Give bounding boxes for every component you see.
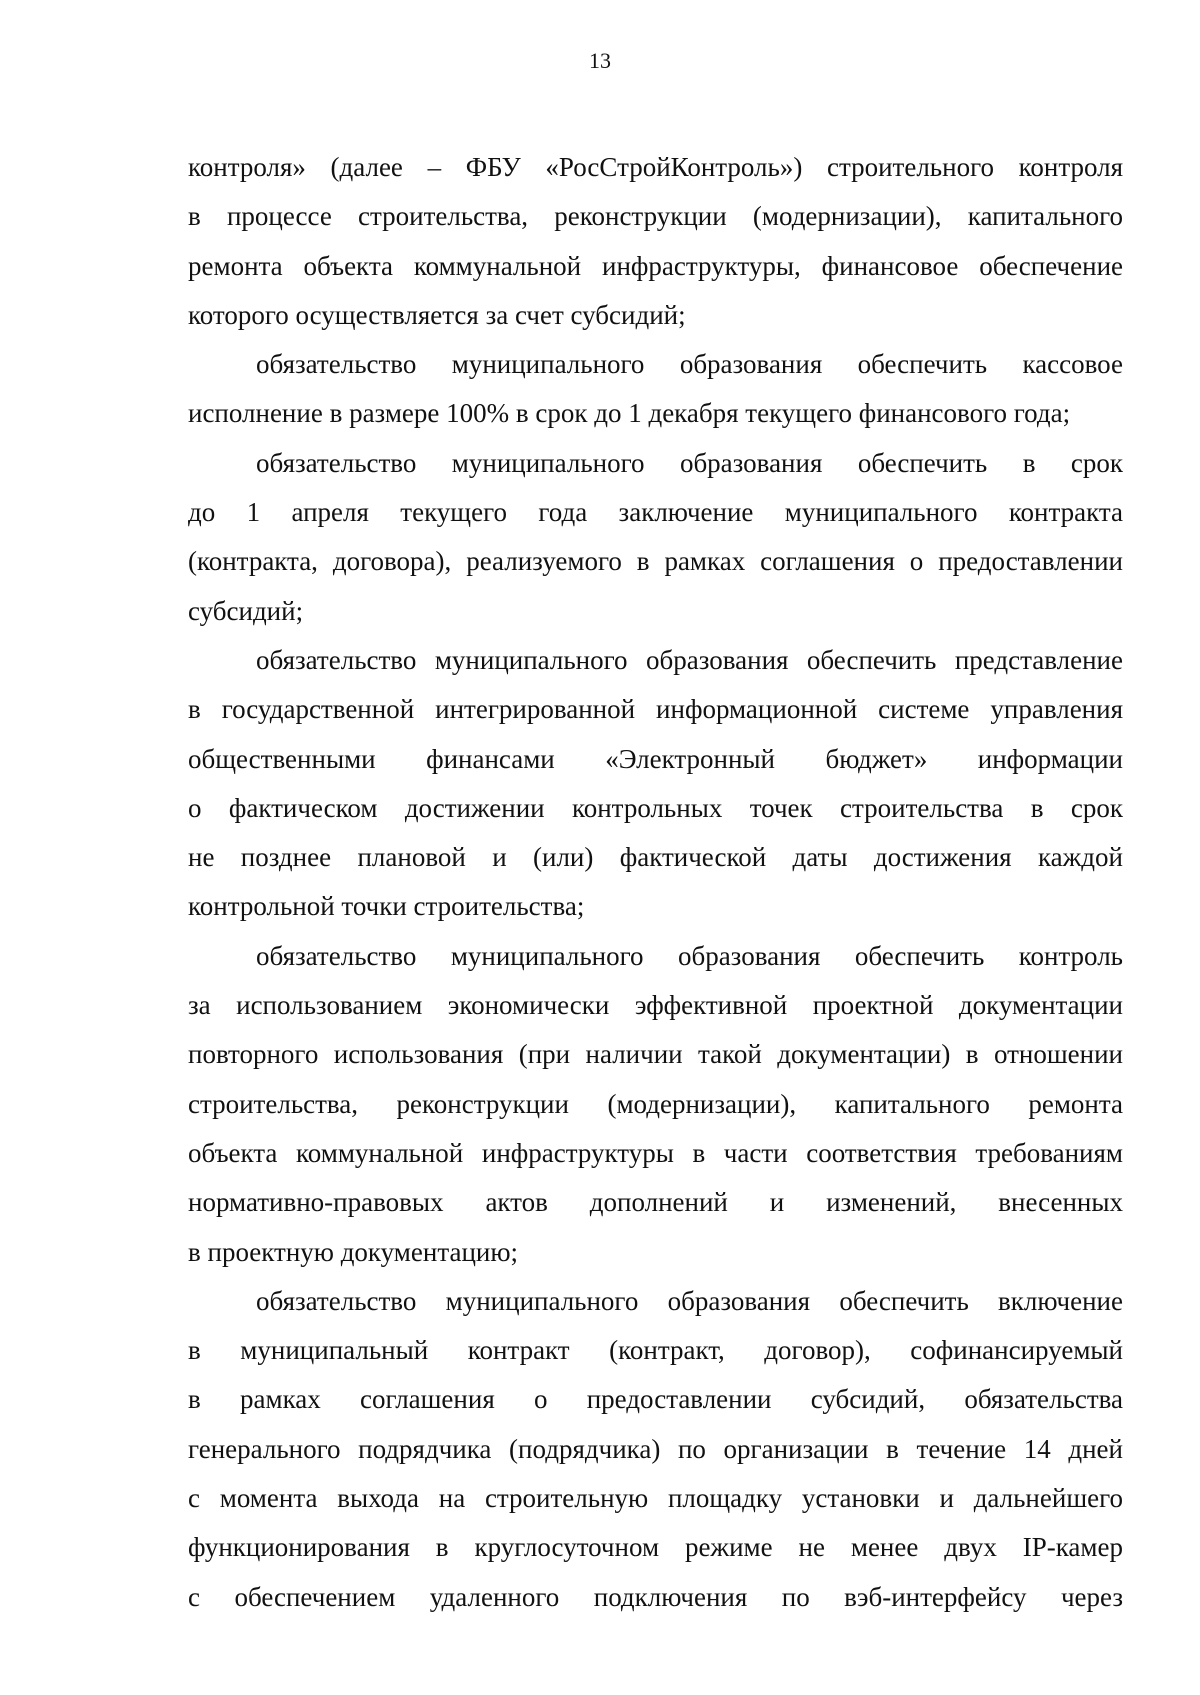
text-line: контроля» (далее – ФБУ «РосСтройКонтроль») строительного контроля: [188, 152, 1123, 182]
text-line: обязательство муниципального образования обеспечить контроль: [256, 940, 1123, 971]
text-line: о фактическом достижении контрольных точек строительства в срок: [188, 792, 1123, 823]
text-line: ремонта объекта коммунальной инфраструктуры, финансовое обеспечение: [188, 250, 1123, 281]
text-line: в рамках соглашения о предоставлении субсидий, обязательства: [188, 1384, 1123, 1415]
page-number: 13: [589, 48, 611, 73]
text-line: с обеспечением удаленного подключения по вэб-интерфейсу через: [188, 1581, 1123, 1612]
text-line: нормативно-правовых актов дополнений и изменений, внесенных: [188, 1187, 1123, 1218]
text-line: в муниципальный контракт (контракт, договор), софинансируемый: [188, 1335, 1123, 1366]
text-line: повторного использования (при наличии такой документации) в отношении: [188, 1039, 1123, 1070]
text-line: строительства, реконструкции (модернизации), капитального ремонта: [188, 1088, 1123, 1119]
paragraph: [188, 143, 1123, 340]
paragraph: [188, 340, 1123, 439]
text-line: не позднее плановой и (или) фактической даты достижения каждой: [188, 842, 1123, 873]
paragraph: [188, 932, 1123, 1277]
text-line: обязательство муниципального образования обеспечить представление: [256, 644, 1123, 675]
text-line: с момента выхода на строительную площадку установки и дальнейшего: [188, 1483, 1123, 1514]
text-line: обязательство муниципального образования обеспечить в срок: [256, 447, 1123, 478]
text-line: контрольной точки строительства;: [188, 891, 585, 922]
text-line: в процессе строительства, реконструкции (модернизации), капитального: [188, 201, 1123, 232]
text-line: (контракта, договора), реализуемого в рамках соглашения о предоставлении: [188, 546, 1123, 577]
text-line: общественными финансами «Электронный бюджет» информации: [188, 743, 1123, 774]
paragraph: [188, 439, 1123, 636]
text-line: обязательство муниципального образования обеспечить кассовое: [256, 349, 1123, 380]
text-line: до 1 апреля текущего года заключение муниципального контракта: [188, 497, 1123, 528]
paragraph: [188, 1277, 1123, 1622]
text-line: которого осуществляется за счет субсидий;: [188, 299, 686, 330]
text-line: обязательство муниципального образования обеспечить включение: [256, 1285, 1123, 1316]
text-line: в государственной интегрированной информационной системе управления: [188, 694, 1123, 725]
text-line: функционирования в круглосуточном режиме не менее двух IP-камер: [188, 1532, 1123, 1563]
text-line: за использованием экономически эффективной проектной документации: [188, 990, 1123, 1021]
text-line: генерального подрядчика (подрядчика) по организации в течение 14 дней: [188, 1433, 1123, 1464]
text-line: исполнение в размере 100% в срок до 1 декабря текущего финансового года;: [188, 398, 1071, 429]
document-body: [188, 143, 1123, 1622]
text-line: объекта коммунальной инфраструктуры в части соответствия требованиям: [188, 1137, 1123, 1168]
text-line: субсидий;: [188, 595, 304, 626]
paragraph: [188, 636, 1123, 932]
text-line: в проектную документацию;: [188, 1236, 519, 1267]
